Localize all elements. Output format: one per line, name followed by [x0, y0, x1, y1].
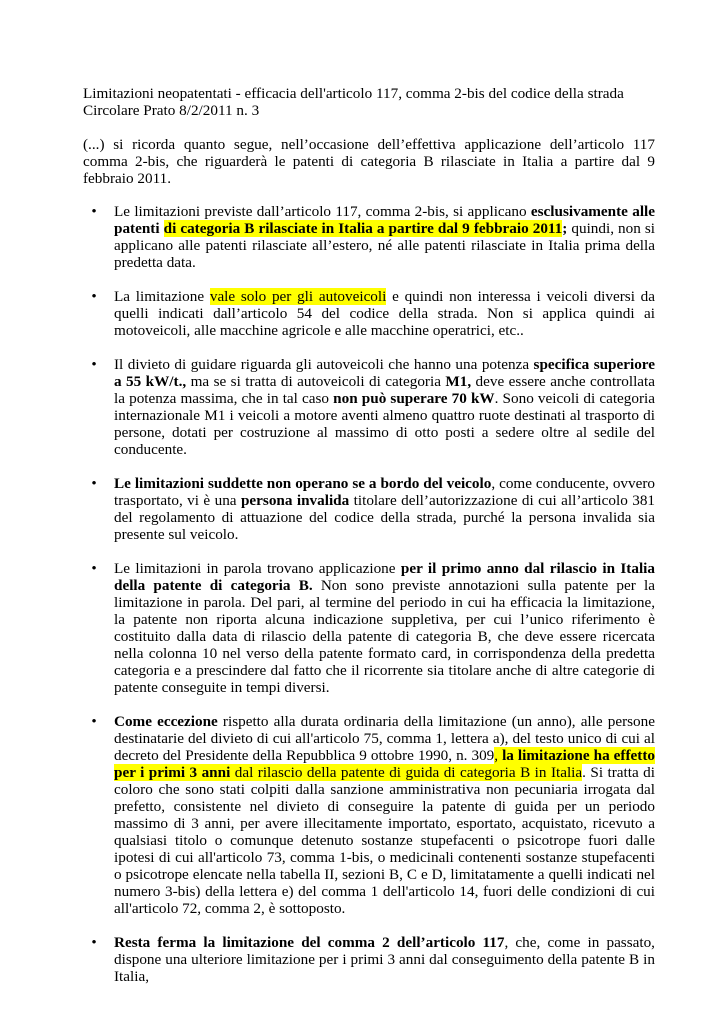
list-item [83, 475, 655, 543]
title-line-1: Limitazioni neopatentati - efficacia dell'articolo 117, comma 2-bis del codice della strada [83, 85, 624, 102]
text-run: Le limitazioni in parola trovano applicazione [114, 560, 401, 577]
bullet-list [83, 203, 655, 985]
bold-run: Resta ferma la limitazione del comma 2 dell’articolo 117 [114, 934, 505, 951]
bullet-icon: • [91, 356, 97, 373]
text-run: quindi, non si applicano alle patenti rilasciate all’estero, né alle patenti rilasciate in Italia prima della predetta data. [114, 220, 656, 271]
text-run: Le limitazioni previste dall’articolo 117, comma 2-bis, si applicano [114, 203, 531, 220]
bold-run: Le limitazioni suddette non operano se a bordo del veicolo [114, 475, 492, 492]
text-run: La limitazione [114, 288, 210, 305]
list-item [83, 203, 655, 271]
text-run: Non sono previste annotazioni sulla patente per la limitazione in parola. Del pari, al termine del periodo in cui ha efficacia la limitazione, la patente non riporta alcuna indicazione suppletiva, per cui l’unico riferimento è costituito dalla data di rilascio della patente di categoria B, che deve essere ricercata nella colonna 10 nel verso della patente formato card, in corrispondenza della predetta categoria e a prescindere dal fatto che il ricorrente sia titolare anche di altre categorie di patente conseguite in tempi diversi. [114, 577, 655, 696]
bullet-icon: • [91, 713, 97, 730]
bold-run: per il primo anno dal rilascio in Italia della patente di categoria B. [114, 560, 655, 594]
highlight-run: vale solo per gli autoveicoli [209, 288, 387, 305]
bold-run: M1, [445, 373, 472, 390]
list-item [83, 356, 655, 458]
highlight-run: , [494, 747, 503, 764]
bullet-icon: • [91, 560, 97, 577]
text-run: deve essere anche controllata la potenza massima, che in tal caso [114, 373, 655, 407]
highlight-run: di categoria B rilasciate in Italia a partire dal 9 febbraio 2011 [163, 220, 563, 237]
bold-run: esclusivamente alle patenti [114, 203, 655, 237]
intro-paragraph: (...) si ricorda quanto segue, nell’occasione dell’effettiva applicazione dell’articolo 117 comma 2-bis, che riguarderà le patenti di categoria B rilasciate in Italia a partire dal 9 febbraio 2011. [83, 136, 655, 187]
bold-run: Come eccezione [114, 713, 218, 730]
text-run: Il divieto di guidare riguarda gli autoveicoli che hanno una potenza [114, 356, 534, 373]
list-item [83, 713, 655, 917]
bullet-icon: • [91, 288, 97, 305]
list-item [83, 560, 655, 696]
bullet-icon: • [91, 475, 97, 492]
text-run: . Sono veicoli di categoria internazionale M1 i veicoli a motore aventi almeno quattro ruote destinati al trasporto di persone, dotati per costruzione al massimo di otto posti a sedere oltre al sedile del conducente. [114, 390, 655, 458]
text-run: e quindi non interessa i veicoli diversi da quelli indicati dall’articolo 54 del codice della strada. Non si applica quindi ai motoveicoli, alle macchine agricole e alle macchine operatrici, etc.. [114, 288, 655, 339]
document-page [83, 85, 655, 1002]
bold-run: ; [562, 220, 568, 237]
list-item [83, 288, 655, 339]
text-run: rispetto alla durata ordinaria della limitazione (un anno), alle persone destinatarie del divieto di cui all'articolo 75, comma 1, lettera a), del testo unico di cui al decreto del Presidente della Repubblica 9 ottobre 1990, n. 309 [114, 713, 655, 764]
title-line-2: Circolare Prato 8/2/2011 n. 3 [83, 102, 260, 119]
highlight-run: la limitazione ha effetto per i primi 3 anni [114, 747, 655, 781]
list-item [83, 934, 655, 985]
text-run: . Si tratta di coloro che sono stati colpiti dalla sanzione amministrativa non pecuniaria irrogata dal prefetto, consistente nel divieto di conseguire la patente di guida per un periodo massimo di 3 anni, per avere illecitamente importato, esportato, acquistato, ricevuto a qualsiasi titolo o comunque detenuto sostanze stupefacenti o psicotrope fuori dalle ipotesi di cui all'articolo 73, comma 1-bis, o medicinali contenenti sostanze stupefacenti o psicotrope elencate nella tabella II, sezioni B, C e D, limitatamente a quelli indicati nel numero 3-bis) della lettera e) del comma 1 dell'articolo 14, fuori delle condizioni di cui all'articolo 72, comma 2, è sottoposto. [114, 764, 655, 917]
text-run: , che, come in passato, dispone una ulteriore limitazione per i primi 3 anni dal conseguimento della patente B in Italia, [114, 934, 655, 985]
bold-run: persona invalida [240, 492, 350, 509]
document-title [83, 85, 655, 119]
text-run: titolare dell’autorizzazione di cui all’articolo 381 del regolamento di attuazione del codice della strada, purché la persona invalida sia presente sul veicolo. [114, 492, 656, 543]
text-run: , come conducente, ovvero trasportato, vi è una [114, 475, 656, 509]
bullet-icon: • [91, 934, 97, 951]
bullet-icon: • [91, 203, 97, 220]
bold-run: non può superare 70 kW [333, 390, 495, 407]
highlight-run: dal rilascio della patente di guida di categoria B in Italia [230, 764, 583, 781]
text-run: ma se si tratta di autoveicoli di categoria [186, 373, 446, 390]
bold-run: specifica superiore a 55 kW/t., [114, 356, 656, 390]
